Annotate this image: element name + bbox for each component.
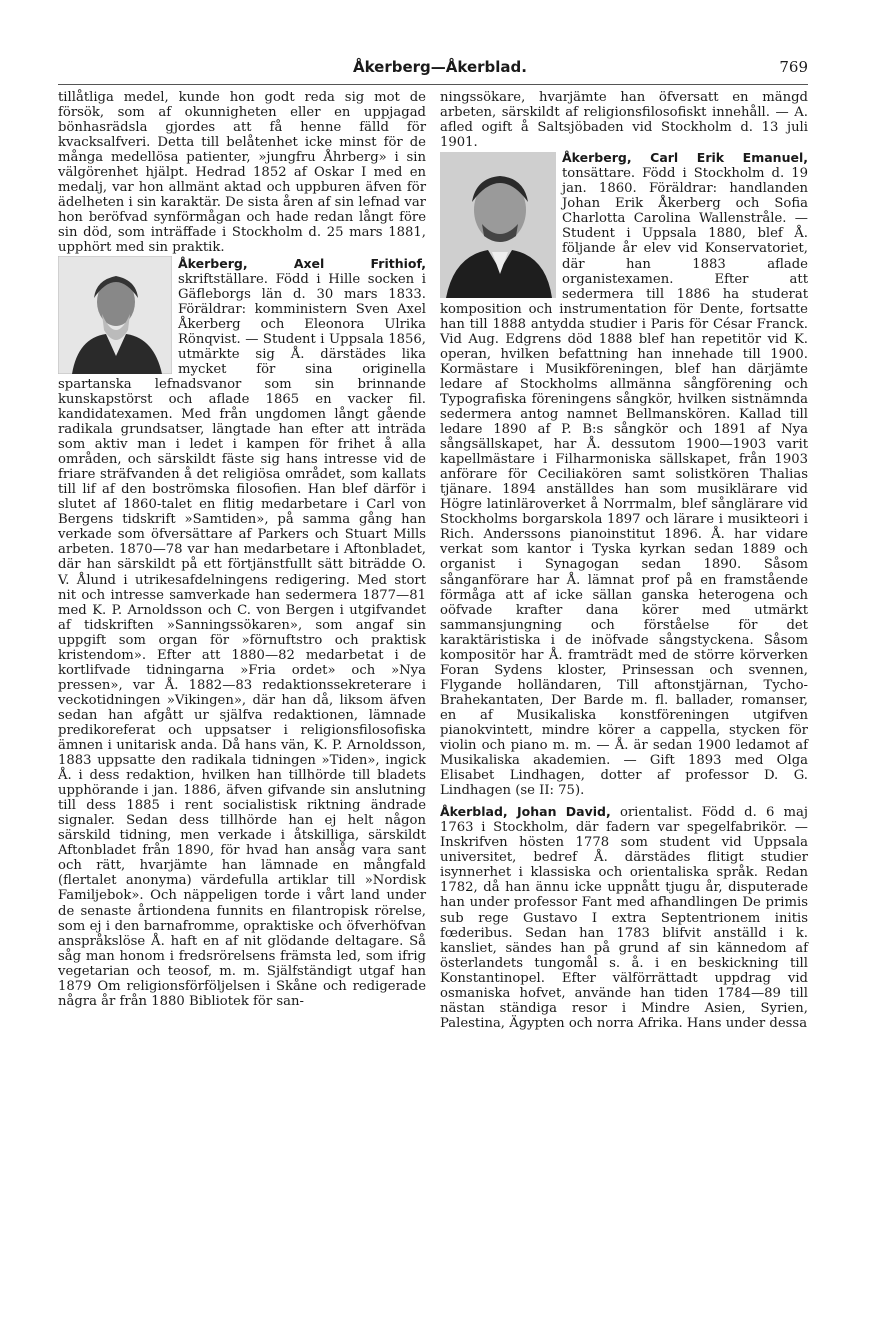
entry-akerberg-axel [58, 256, 426, 1009]
entry-heading: Åkerberg, Carl Erik Emanuel, [562, 150, 808, 166]
entry-heading: Åkerblad, Johan David, [440, 804, 611, 820]
entry-akerberg-carl [440, 150, 808, 798]
page-number: 769 [779, 58, 808, 76]
entry-text: tonsättare. Född i Stockholm d. 19 jan. 1860. Föräldrar: handlanden Johan Erik Åkerberg och Sofia Charlotta Carolina Wallenstråle. — Student i Uppsala 1880, blef Å. följande år elev vid Konservatoriet, där han 1883 aflade organistexamen. Efter att sedermera till 1886 ha studerat komposition och instrumentation för Dente, fortsatte han till 1888 antydda studier i Paris för César Franck. Vid Aug. Edgrens död 1888 blef han repetitör vid K. operan, hvilken befattning han innehade till 1900. Kormästare i Musikföreningen, blef han därjämte ledare af Stockholms allmänna sångförening och Typografiska föreningens sångkör, hvilken sistnämnda sedermera antog namnet Bellmanskören. Kallad till ledare 1890 af P. B:s sångkör och 1891 af Nya sångsällskapet, har Å. dessutom 1900—1903 varit kapellmästare i Filharmoniska sällskapet, från 1903 anförare för Ceciliakören samt solistkören Thalias tjänare. 1894 anställdes han som musiklärare vid Högre latinläroverket å Norrmalm, blef sånglärare vid Stockholms borgarskola 1897 och lärare i musikteori i Rich. Anderssons pianoinstitut 1896. Å. har vidare verkat som kantor i Tyska kyrkan sedan 1889 och organist i Synagogan sedan 1890. Såsom sånganförare har Å. lämnat prof på en framstående förmåga att af icke sällan ganska heterogena och oöfvade krafter dana körer med utmärkt sammansjungning och förståelse för det karaktäristiska i de inöfvade sångstyckena. Såsom kompositör har Å. framträdt med de större körverken Foran Sydens kloster, Prinsessan och svennen, Flygande holländaren, Till aftonstjärnan, Tycho-Brahekantaten, Der Barde m. fl. ballader, romanser, en af Musikaliska konstföreningen utgifven pianokvintett, mindre körer a cappella, stycken för violin och piano m. m. — Å. är sedan 1900 ledamot af Musikaliska akademien. — Gift 1893 med Olga Elisabet Lindhagen, dotter af professor D. G. Lindhagen (se II: 75). [440, 166, 808, 799]
continued-paragraph: tillåtliga medel, kunde hon godt reda sig mot de försök, som af okunnigheten eller en uppjagad bönhasrädsla gjordes att få henne fälld för kvacksalfveri. Detta till belåtenhet icke minst för de många medellösa patienter, »jungfru Åhrberg» i sin välgörenhet hjälpt. Hedrad 1852 af Oskar I med en medalj, var hon allmänt aktad och uppburen äfven för ädelheten i sin karaktär. De sista åren af sin lefnad var hon beröfvad synförmågan och hade redan långt före sin död, som inträffade i Stockholm d. 25 mars 1881, upphört med sin praktik. [58, 90, 426, 256]
header-rule [58, 84, 808, 85]
portrait-engraving-icon [58, 256, 172, 374]
continued-paragraph: ningssökare, hvarjämte han öfversatt en mängd arbeten, särskildt af religionsfilosofiskt innehåll. — A. afled ogift å Saltsjöbaden vid Stockholm d. 13 juli 1901. [440, 90, 808, 151]
entry-text: orientalist. Född d. 6 maj 1763 i Stockholm, där fadern var spegelfabrikör. — Inskrifven hösten 1778 som student vid Uppsala universitet, bedref Å. därstädes flitigt studier isynnerhet i klassiska och orientaliska språk. Redan 1782, då han ännu icke uppnått tjugu år, disputerade han under professor Fant med afhandlingen De primis sub rege Gustavo I extra Septentrionem initis fœderibus. Sedan han 1783 blifvit anställd i k. kansliet, sändes han på grund af sin kännedom af österlandets tungomål s. å. i en beskickning till Konstantinopel. Efter välförrättadt uppdrag vid osmaniska hofvet, använde han tiden 1784—89 till nästan ständiga resor i Mindre Asien, Syrien, Palestina, Ägypten och norra Afrika. Hans under dessa [440, 805, 808, 1031]
left-column [58, 90, 426, 1009]
portrait-axel-akerberg [58, 256, 172, 374]
portrait-carl-akerberg [440, 152, 556, 298]
page-header [0, 58, 880, 82]
running-title: Åkerberg—Åkerblad. [353, 58, 527, 76]
right-column [440, 90, 808, 1031]
portrait-photo-icon [440, 152, 556, 298]
entry-text: skriftställare. Född i Hille socken i Gäfleborgs län d. 30 mars 1833. Föräldrar: komministern Sven Axel Åkerberg och Eleonora Ulrika Rönqvist. — Student i Uppsala 1856, utmärkte sig Å. därstädes lika mycket för sina originella spartanska lefnadsvanor som sin brinnande kunskapstörst och aflade 1865 en vacker fil. kandidatexamen. Med från ungdomen långt gående radikala grundsatser, längtade han efter att inträda som aktiv man i ledet i kampen för frihet å alla områden, och särskildt fäste sig hans intresse vid de friare sträfvanden å det religiösa området, som kallats till lif af den boströmska filosofien. Han blef därför i slutet af 1860-talet en flitig medarbetare i Carl von Bergens tidskrift »Samtiden», på samma gång han verkade som öfversättare af Parkers och Stuart Mills arbeten. 1870—78 var han medarbetare i Aftonbladet, där han särskildt på ett förtjänstfullt sätt biträdde O. V. Ålund i utrikesafdelningens redigering. Med stort nit och intresse samverkade han sedermera 1877—81 med K. P. Arnoldsson och C. von Bergen i utgifvandet af tidskriften »Sanningssökaren», som angaf sin uppgift som organ för »förnuftstro och praktisk kristendom». Efter att 1880—82 medarbetat i de kortlifvade tidningarna »Fria ordet» och »Nya pressen», var Å. 1882—83 redaktionssekreterare i veckotidningen »Vikingen», där han då, liksom äfven sedan han afgått ur själfva redaktionen, lämnade predikoreferat och uppsatser i religionsfilosofiska ämnen i unitarisk anda. Då hans vän, K. P. Arnoldsson, 1883 uppsatte den radikala tidningen »Tiden», ingick Å. i dess redaktion, hvilken han tillhörde till bladets upphörande i jan. 1886, äfven gifvande sin anslutning till dess 1885 i rent socialistisk riktning ändrade signaler. Sedan dess tillhörde han ej helt någon särskild tidning, men verkade i åtskilliga, särskildt Aftonbladet från 1890, för hvad han ansåg vara sant och rätt, hvarjämte han lämnade en mångfald (flertalet anonyma) värdefulla artiklar till »Nordisk Familjebok». Och näppeligen torde i vårt land under de senaste årtiondena funnits en filantropisk rörelse, som ej i den barnafromme, opraktiske och öfverhöfvan anspråkslöse Å. haft en af nit glödande deltagare. Så såg man honom i fredsrörelsens främsta led, som ifrig vegetarian och teosof, m. m. Själfständigt utgaf han 1879 Om religionsförföljelsen i Skåne och redigerade några år från 1880 Bibliotek för san- [58, 271, 426, 1009]
entry-heading: Åkerberg, Axel Frithiof, [178, 255, 426, 271]
entry-akerblad-johan [440, 804, 808, 1031]
